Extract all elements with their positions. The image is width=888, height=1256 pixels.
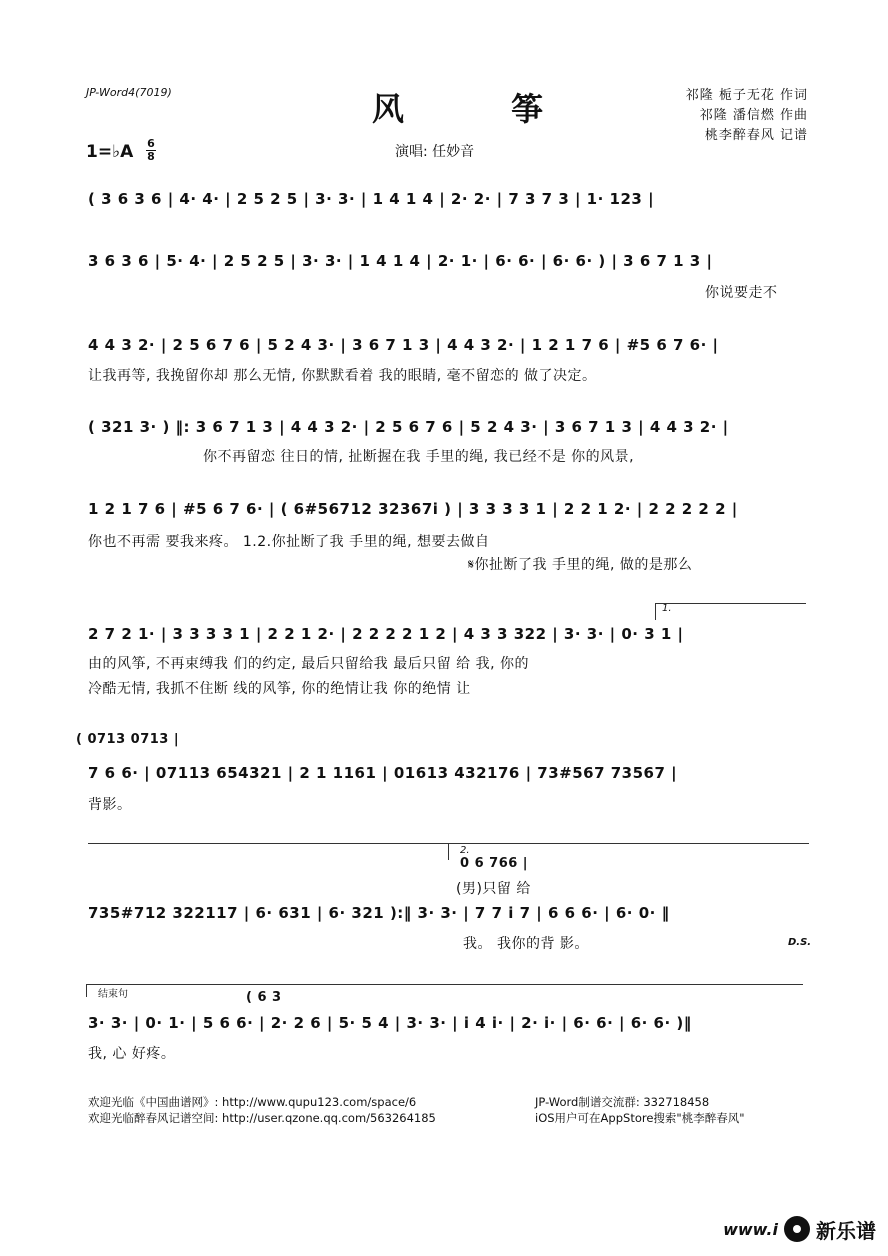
coda-bracket bbox=[86, 984, 803, 997]
score-system-8: 735#712 322117 | 6· 631 | 6· 321 ):‖ 3· 3· | 7 7 i 7 | 6 6 6· | 6· 0· ‖ bbox=[88, 904, 670, 922]
site-logo bbox=[723, 1214, 876, 1244]
lyric-line: 我。 我你的背 影。 bbox=[463, 936, 589, 952]
coda-label: 结束句 bbox=[98, 989, 128, 1000]
lyric-line: (男)只留 给 bbox=[456, 881, 531, 897]
staff-rule bbox=[88, 843, 448, 844]
time-signature bbox=[146, 138, 156, 163]
footer-link-1: 欢迎光临《中国曲谱网》: http://www.qupu123.com/space/6 bbox=[88, 1095, 417, 1109]
logo-name: 新乐谱 bbox=[816, 1218, 876, 1243]
singer-credit: 演唱: 任妙音 bbox=[395, 144, 475, 160]
score-upper-part: ( 6 3 bbox=[246, 990, 282, 1005]
lyricist-credit: 祁隆 栀子无花 作词 bbox=[685, 88, 808, 103]
transcriber-credit: 桃李醉春风 记谱 bbox=[704, 128, 808, 143]
software-tag: JP-Word4(7019) bbox=[86, 86, 172, 99]
time-signature-denominator: 8 bbox=[147, 150, 155, 163]
score-system-1: ( 3 6 3 6 | 4· 4· | 2 5 2 5 | 3· 3· | 1 4 1 4 | 2· 2· | 7 3 7 3 | 1· 123 | bbox=[88, 190, 655, 208]
footer-group: JP-Word制谱交流群: 332718458 bbox=[535, 1095, 710, 1109]
score-system-2: 3 6 3 6 | 5· 4· | 2 5 2 5 | 3· 3· | 1 4 1 4 | 2· 1· | 6· 6· | 6· 6· ) | 3 6 7 1 3 | bbox=[88, 252, 713, 270]
vinyl-disc-icon bbox=[784, 1216, 810, 1242]
composer-credit: 祁隆 潘信燃 作曲 bbox=[699, 108, 808, 123]
score-system-9: 3· 3· | 0· 1· | 5 6 6· | 2· 2 6 | 5· 5 4 | 3· 3· | i 4 i· | 2· i· | 6· 6· | 6· 6· )‖ bbox=[88, 1014, 692, 1032]
key-signature: 1=♭A bbox=[86, 142, 134, 162]
footer-ios: iOS用户可在AppStore搜索"桃李醉春风" bbox=[535, 1111, 745, 1125]
score-system-5: 1 2 1 7 6 | #5 6 7 6· | ( 6#56712 32367i ) | 3 3 3 3 1 | 2 2 1 2· | 2 2 2 2 2 | bbox=[88, 500, 738, 518]
lyric-line: 你不再留恋 往日的情, 扯断握在我 手里的绳, 我已经不是 你的风景, bbox=[203, 449, 635, 465]
lyric-line: 𝄋你扯断了我 手里的绳, 做的是那么 bbox=[468, 557, 693, 573]
volta-bracket bbox=[655, 603, 806, 620]
score-system-4: ( 321 3· ) ‖: 3 6 7 1 3 | 4 4 3 2· | 2 5 6 7 6 | 5 2 4 3· | 3 6 7 1 3 | 4 4 3 2· | bbox=[88, 418, 729, 436]
song-title: 风 筝 bbox=[372, 90, 592, 128]
score-system-3: 4 4 3 2· | 2 5 6 7 6 | 5 2 4 3· | 3 6 7 1 3 | 4 4 3 2· | 1 2 1 7 6 | #5 6 7 6· | bbox=[88, 336, 719, 354]
lyric-line: 背影。 bbox=[88, 797, 132, 813]
volta-label: 2. bbox=[460, 845, 470, 856]
score-upper-part: ( 0713 0713 | bbox=[76, 732, 180, 747]
score-upper-part: 0 6 766 | bbox=[460, 856, 529, 871]
lyric-line: 你也不再需 要我来疼。 1.2.你扯断了我 手里的绳, 想要去做自 bbox=[88, 534, 490, 550]
lyric-line: 我, 心 好疼。 bbox=[88, 1046, 176, 1062]
lyric-line: 冷酷无情, 我抓不住断 线的风筝, 你的绝情让我 你的绝情 让 bbox=[88, 681, 471, 697]
score-system-6: 2 7 2 1· | 3 3 3 3 1 | 2 2 1 2· | 2 2 2 2 1 2 | 4 3 3 322 | 3· 3· | 0· 3 1 | bbox=[88, 625, 684, 643]
lyric-line: 由的风筝, 不再束缚我 们的约定, 最后只留给我 最后只留 给 我, 你的 bbox=[88, 656, 530, 672]
score-system-7: 7 6 6· | 07113 654321 | 2 1 1161 | 01613 432176 | 73#567 73567 | bbox=[88, 764, 678, 782]
logo-url: www.i bbox=[723, 1219, 778, 1239]
lyric-line: 你说要走不 bbox=[705, 285, 778, 301]
time-signature-numerator: 6 bbox=[147, 137, 155, 150]
volta-label: 1. bbox=[662, 603, 672, 614]
footer-link-2: 欢迎光临醉春风记谱空间: http://user.qzone.qq.com/563264185 bbox=[88, 1111, 436, 1125]
lyric-line: 让我再等, 我挽留你却 那么无情, 你默默看着 我的眼睛, 毫不留恋的 做了决定。 bbox=[88, 368, 597, 384]
ds-marking: D.S. bbox=[788, 937, 812, 948]
